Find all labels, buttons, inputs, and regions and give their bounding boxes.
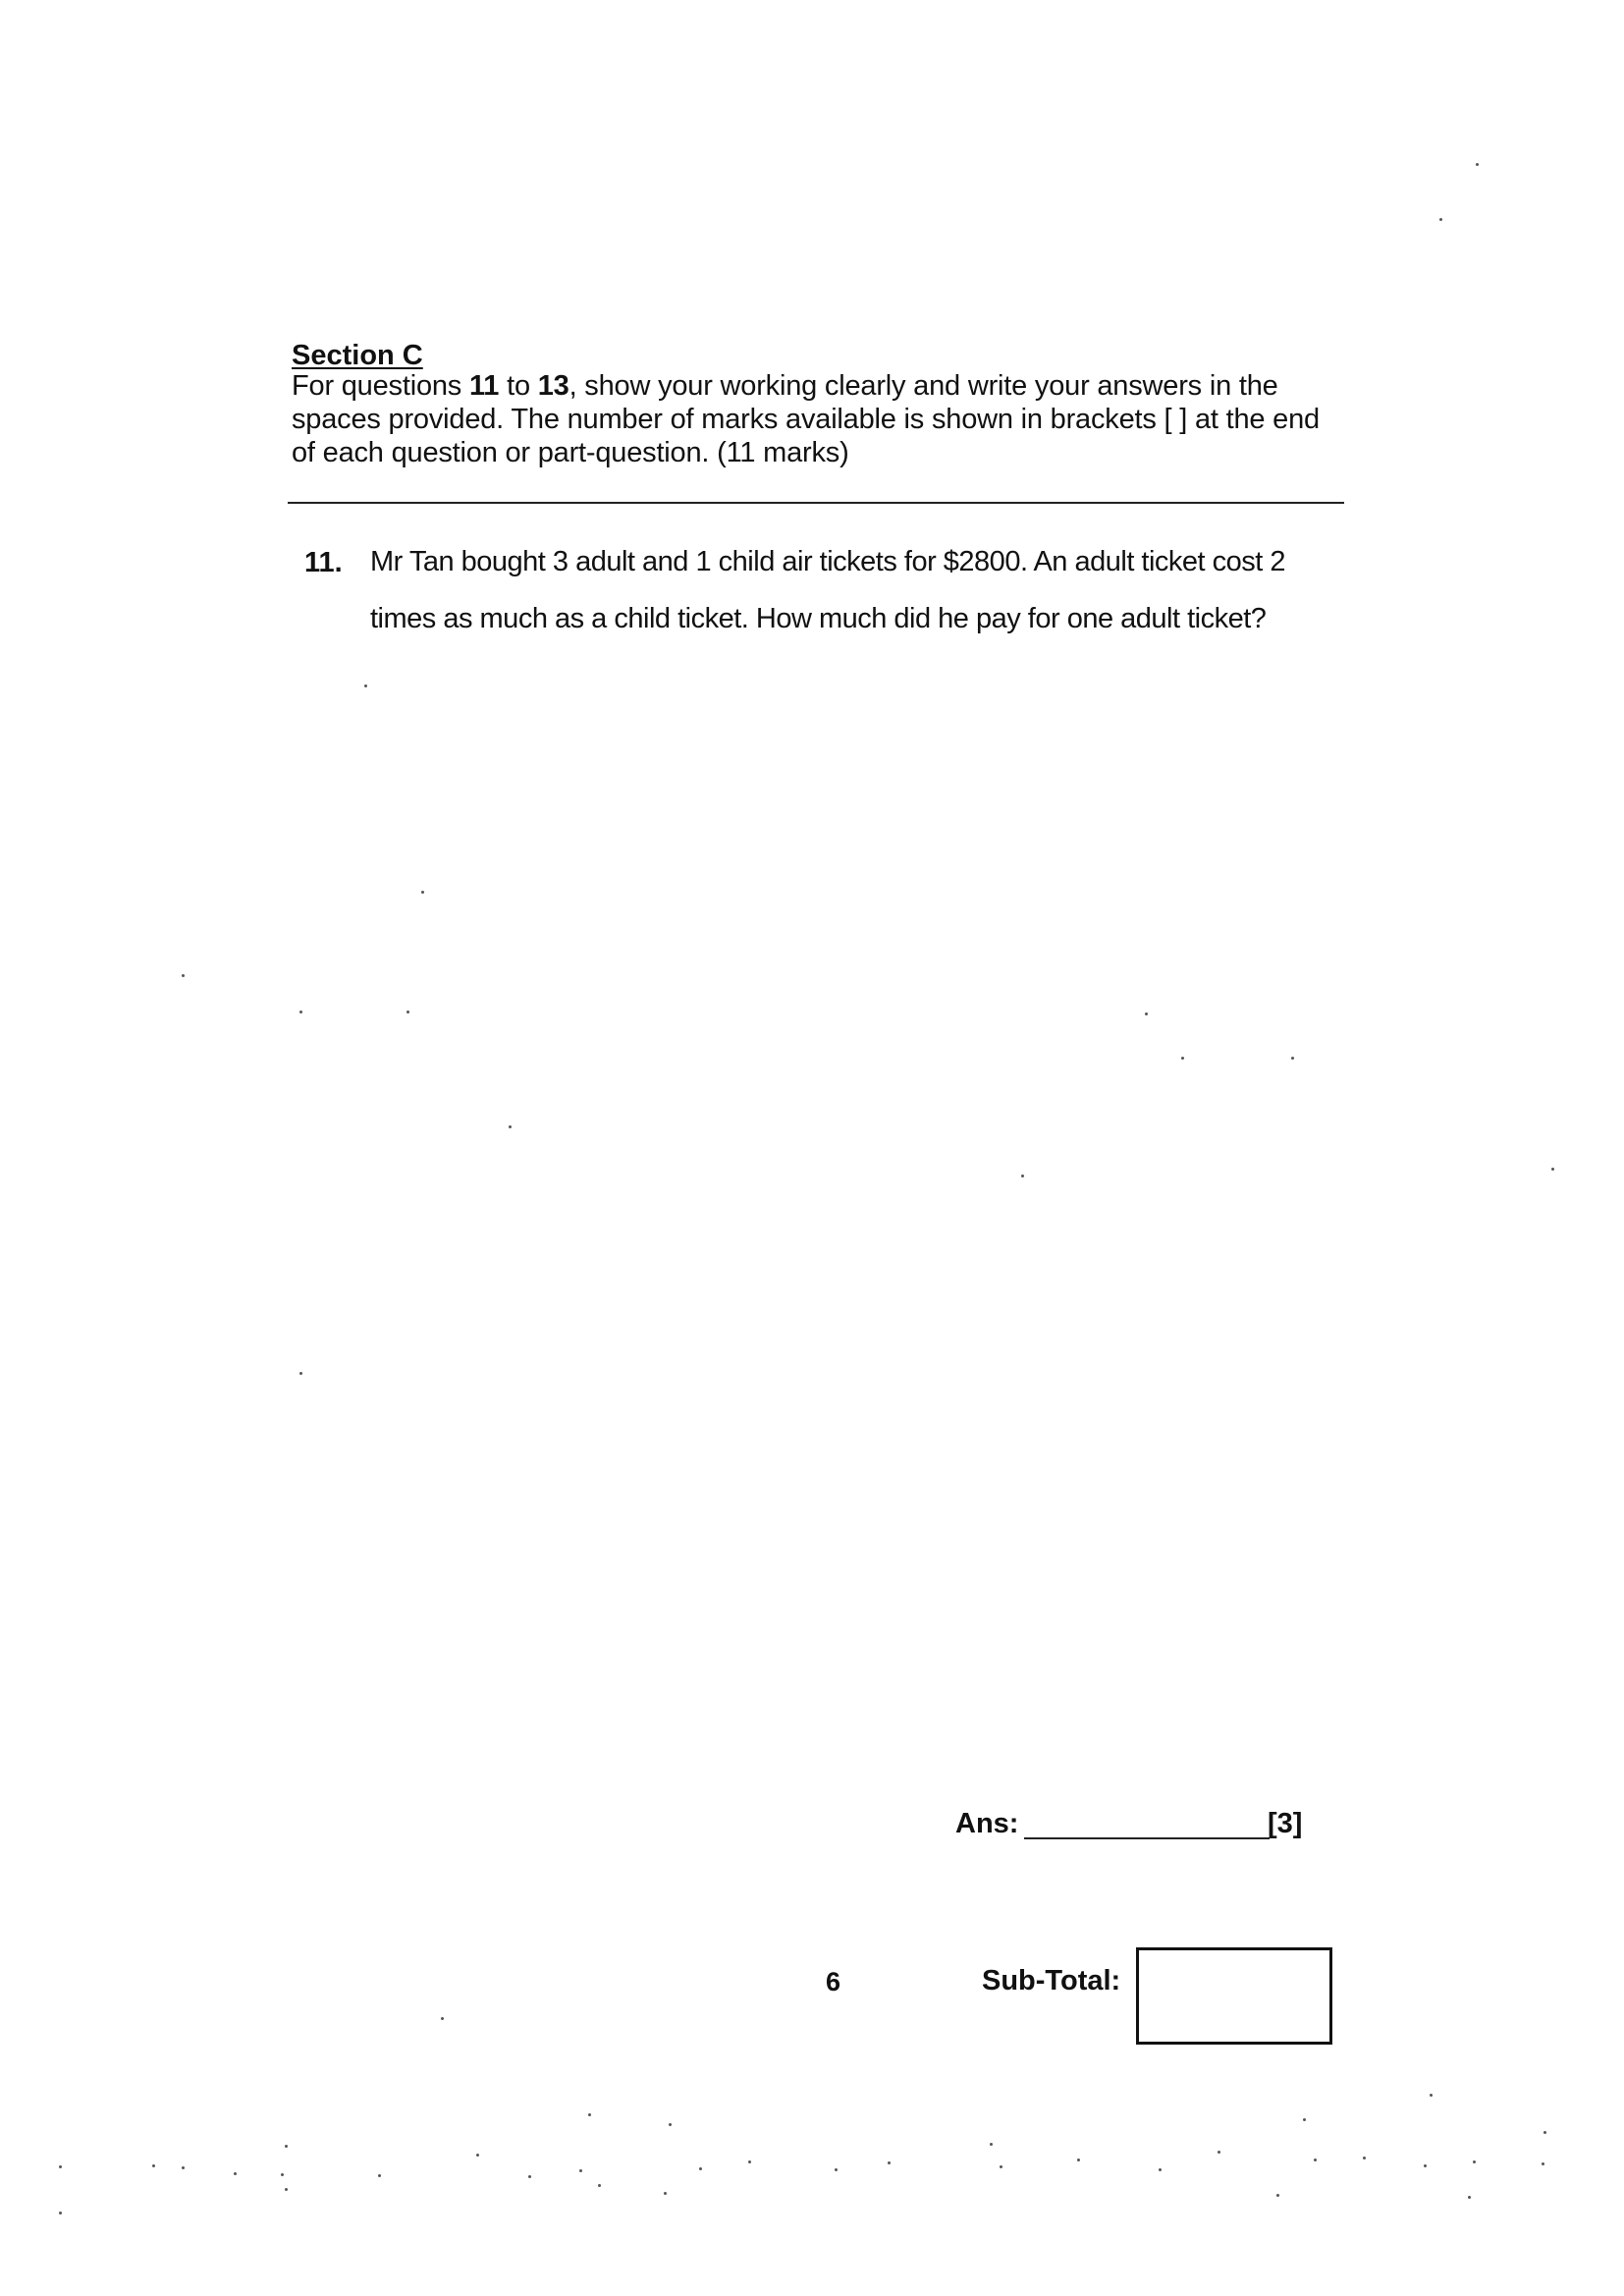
scan-speck: [406, 1011, 409, 1013]
section-divider: [288, 502, 1344, 504]
instructions-question-from: 11: [468, 370, 500, 402]
scan-speck: [299, 1372, 302, 1375]
scan-speck: [1021, 1175, 1024, 1177]
scan-speck: [441, 2017, 444, 2020]
scan-speck: [990, 2143, 993, 2146]
scan-speck: [1439, 218, 1442, 221]
scan-speck: [59, 2165, 62, 2168]
scan-speck: [1218, 2151, 1220, 2154]
instructions-question-to: 13: [537, 370, 569, 402]
scan-speck: [285, 2188, 288, 2191]
scan-speck: [1363, 2157, 1366, 2159]
scan-speck: [421, 891, 424, 894]
section-instructions: [292, 369, 1344, 469]
scan-speck: [664, 2192, 667, 2195]
scan-speck: [59, 2212, 62, 2214]
question-text: Mr Tan bought 3 adult and 1 child air tickets for $2800. An adult ticket cost 2 times as much as a child ticket. How much did he pay for one adult ticket?: [370, 546, 1286, 634]
scan-speck: [285, 2145, 288, 2148]
scan-speck: [299, 1011, 302, 1013]
answer-blank-line[interactable]: [1024, 1837, 1270, 1839]
answer-row: [955, 1808, 1348, 1847]
scan-speck: [1000, 2165, 1002, 2168]
scan-speck: [1542, 2162, 1544, 2165]
subtotal-label: Sub-Total:: [982, 1965, 1121, 1996]
scan-speck: [1314, 2159, 1317, 2161]
page-number: 6: [826, 1967, 841, 1996]
scan-speck: [669, 2123, 672, 2126]
scan-speck: [378, 2174, 381, 2177]
scan-speck: [281, 2173, 284, 2176]
scan-speck: [476, 2154, 479, 2157]
answer-label: Ans:: [955, 1808, 1019, 1839]
scan-speck: [152, 2164, 155, 2167]
scan-speck: [1468, 2196, 1471, 2199]
subtotal-box[interactable]: [1136, 1947, 1332, 2045]
scan-speck: [748, 2160, 751, 2163]
instructions-part-1: For questions: [292, 370, 469, 402]
scan-speck: [598, 2184, 601, 2187]
scan-speck: [509, 1125, 512, 1128]
scan-speck: [182, 2166, 185, 2169]
scan-speck: [1276, 2194, 1279, 2197]
scan-speck: [1473, 2160, 1476, 2163]
scan-speck: [835, 2168, 838, 2171]
scan-speck: [1145, 1012, 1148, 1015]
scan-speck: [1543, 2131, 1546, 2134]
scan-speck: [1291, 1057, 1294, 1060]
scan-speck: [234, 2172, 237, 2175]
scan-speck: [1424, 2164, 1427, 2167]
scan-speck: [699, 2167, 702, 2170]
scan-speck: [182, 974, 185, 977]
question-number: 11.: [304, 547, 343, 578]
instructions-part-2: to: [499, 370, 538, 402]
scan-speck: [579, 2169, 582, 2172]
instructions-part-3: , show your working clearly and write your answers in the spaces provided. The number of marks available is shown in brackets [ ] at the end of each question or part-question. (11 marks): [292, 370, 1320, 468]
scan-speck: [528, 2175, 531, 2178]
scan-speck: [1476, 163, 1479, 166]
scan-speck: [364, 684, 367, 687]
scan-speck: [1181, 1057, 1184, 1060]
answer-marks: [3]: [1268, 1808, 1303, 1839]
scan-speck: [1551, 1168, 1554, 1171]
scan-speck: [1303, 2118, 1306, 2121]
scan-speck: [888, 2161, 891, 2164]
scan-speck: [1159, 2168, 1162, 2171]
section-heading: Section C: [292, 340, 423, 371]
scan-speck: [588, 2113, 591, 2116]
scan-speck: [1077, 2159, 1080, 2161]
scan-speck: [1430, 2094, 1433, 2097]
